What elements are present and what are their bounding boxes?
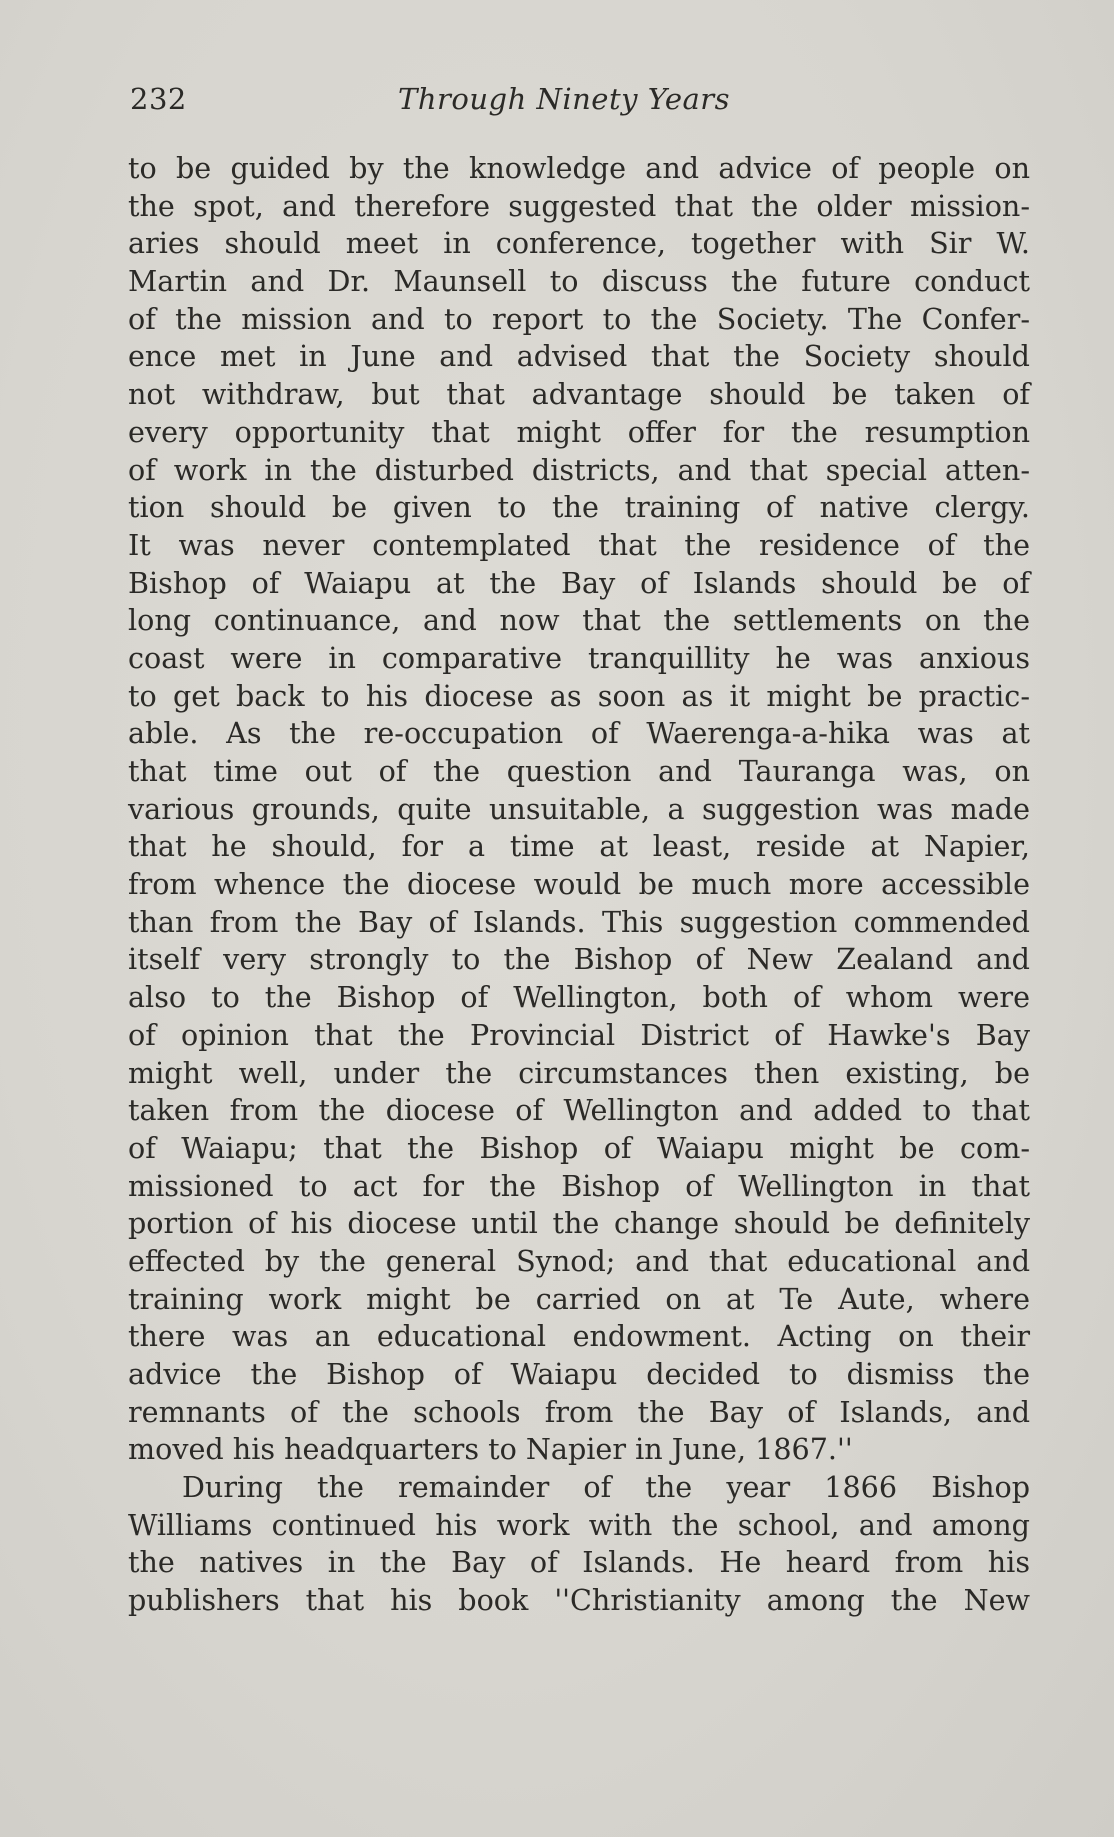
text-line: moved his headquarters to Napier in June, 1867.''	[128, 1432, 853, 1467]
text-line: long continuance, and now that the settlements on the	[128, 603, 1030, 638]
text-line: of Waiapu; that the Bishop of Waiapu might be com-	[128, 1130, 1030, 1165]
text-line: from whence the diocese would be much more accessible	[128, 867, 1030, 902]
running-head	[130, 82, 1030, 122]
text-line: During the remainder of the year 1866 Bishop	[182, 1470, 1030, 1505]
text-line: Martin and Dr. Maunsell to discuss the future conduct	[128, 264, 1030, 299]
text-line: training work might be carried on at Te Aute, where	[128, 1281, 1030, 1316]
text-line: the spot, and therefore suggested that the older mission-	[128, 188, 1030, 223]
text-line: tion should be given to the training of native clergy.	[128, 490, 1030, 525]
text-line: able. As the re-occupation of Waerenga-a-hika was at	[128, 716, 1030, 751]
text-line: might well, under the circumstances then existing, be	[128, 1055, 1030, 1090]
text-line: Bishop of Waiapu at the Bay of Islands should be of	[128, 565, 1030, 600]
text-line: effected by the general Synod; and that educational and	[128, 1243, 1030, 1278]
body-text	[128, 150, 1030, 1620]
text-line: remnants of the schools from the Bay of Islands, and	[128, 1394, 1030, 1429]
text-line: missioned to act for the Bishop of Wellington in that	[128, 1168, 1030, 1203]
text-line: every opportunity that might offer for the resumption	[128, 414, 1030, 449]
text-line: than from the Bay of Islands. This suggestion commended	[128, 904, 1030, 939]
text-line: Williams continued his work with the school, and among	[128, 1507, 1030, 1542]
text-line: itself very strongly to the Bishop of New Zealand and	[128, 942, 1030, 977]
text-line: aries should meet in conference, together with Sir W.	[128, 226, 1030, 261]
text-line: that time out of the question and Tauranga was, on	[128, 754, 1030, 788]
text-line: portion of his diocese until the change should be definitely	[128, 1206, 1030, 1241]
text-line: various grounds, quite unsuitable, a suggestion was made	[128, 791, 1030, 826]
page-number: 232	[130, 82, 187, 116]
text-line: It was never contemplated that the residence of the	[128, 527, 1030, 562]
text-line: of opinion that the Provincial District of Hawke's Bay	[128, 1017, 1030, 1052]
text-line: the natives in the Bay of Islands. He heard from his	[128, 1545, 1030, 1580]
text-line: advice the Bishop of Waiapu decided to dismiss the	[128, 1357, 1030, 1391]
text-line: of work in the disturbed districts, and that special atten-	[128, 452, 1030, 487]
text-line: to be guided by the knowledge and advice of people on	[128, 151, 1030, 185]
text-line: of the mission and to report to the Society. The Confer-	[128, 301, 1030, 336]
text-line: taken from the diocese of Wellington and added to that	[128, 1093, 1030, 1128]
text-line: ence met in June and advised that the Society should	[128, 339, 1030, 374]
text-line: there was an educational endowment. Acting on their	[128, 1319, 1030, 1354]
text-line: to get back to his diocese as soon as it might be practic-	[128, 678, 1030, 713]
text-line: not withdraw, but that advantage should be taken of	[128, 377, 1030, 412]
text-line: coast were in comparative tranquillity he was anxious	[128, 640, 1030, 675]
text-line: also to the Bishop of Wellington, both of whom were	[128, 980, 1030, 1015]
text-line: publishers that his book ''Christianity among the New	[128, 1583, 1030, 1618]
text-line: that he should, for a time at least, reside at Napier,	[128, 829, 1030, 864]
book-title: Through Ninety Years	[398, 82, 731, 116]
